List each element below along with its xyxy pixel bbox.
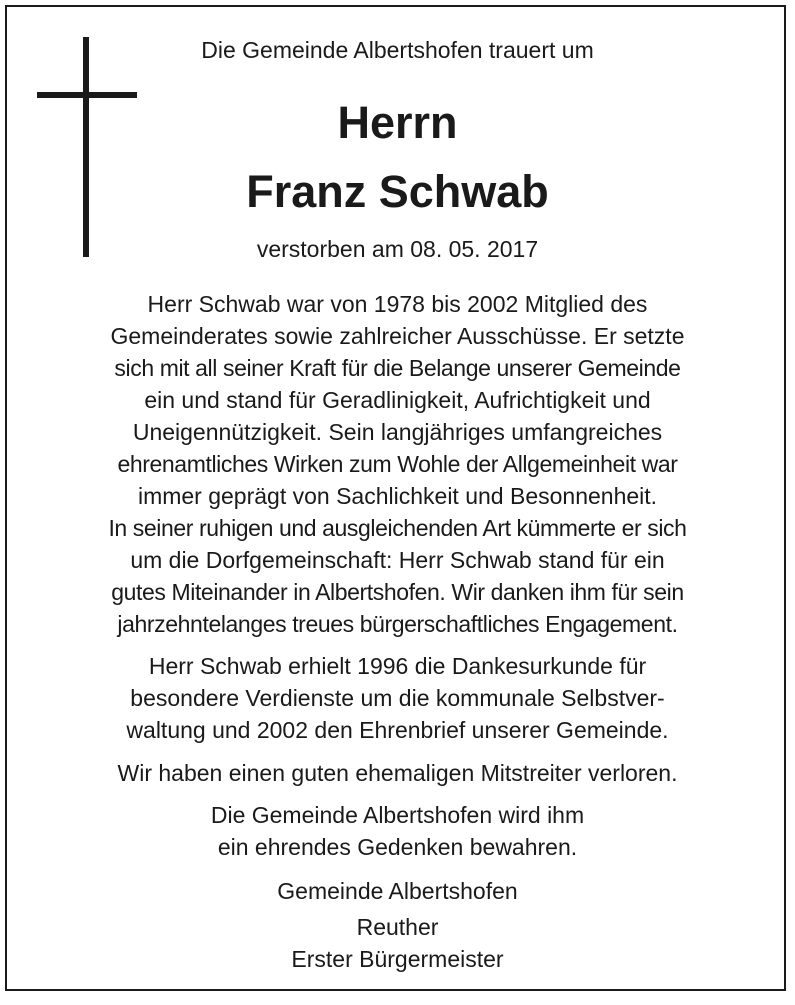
paragraph-1-line: Herr Schwab war von 1978 bis 2002 Mitglied des — [147, 291, 648, 317]
paragraph-1-line: ehrenamtliches Wirken zum Wohle der Allgemeinheit war — [117, 451, 678, 477]
paragraph-1-line: um die Dorfgemeinschaft: Herr Schwab stand für ein — [130, 547, 665, 573]
paragraph-2-line: waltung und 2002 den Ehrenbrief unserer Gemeinde. — [126, 717, 669, 743]
paragraph-2-line: Herr Schwab erhielt 1996 die Dankesurkunde für — [148, 653, 647, 679]
paragraph-1-line: immer geprägt von Sachlichkeit und Besonnenheit. — [137, 483, 658, 509]
paragraph-2-line: besondere Verdienste um die kommunale Selbstver- — [130, 685, 665, 711]
paragraph-4-line: Die Gemeinde Albertshofen wird ihm — [210, 802, 585, 828]
intro-line: Die Gemeinde Albertshofen trauert um — [201, 37, 594, 63]
obituary-notice — [5, 5, 786, 991]
paragraph-1-line: Uneigennützigkeit. Sein langjähriges umfangreiches — [132, 419, 663, 445]
paragraph-1-line: gutes Miteinander in Albertshofen. Wir danken ihm für sein — [111, 579, 684, 605]
paragraph-1-line: Gemeinderates sowie zahlreicher Ausschüsse. Er setzte — [110, 323, 685, 349]
signature-organization: Gemeinde Albertshofen — [277, 878, 518, 904]
paragraph-1-line: jahrzehntelanges treues bürgerschaftliches Engagement. — [117, 611, 678, 637]
cross-vertical-bar — [83, 37, 89, 257]
paragraph-1-line: sich mit all seiner Kraft für die Belange unserer Gemeinde — [114, 355, 681, 381]
paragraph-3-line: Wir haben einen guten ehemaligen Mitstreiter verloren. — [117, 760, 678, 786]
salutation: Herrn — [337, 97, 458, 148]
deceased-name: Franz Schwab — [246, 166, 549, 217]
paragraph-1-line: In seiner ruhigen und ausgleichenden Art kümmerte er sich — [108, 515, 687, 541]
cross-icon — [37, 37, 137, 257]
cross-horizontal-bar — [37, 92, 137, 98]
paragraph-1-line: ein und stand für Geradlinigkeit, Aufrichtigkeit und — [144, 387, 651, 413]
date-of-death: verstorben am 08. 05. 2017 — [256, 236, 539, 262]
signature-title: Erster Bürgermeister — [291, 946, 504, 972]
paragraph-4-line: ein ehrendes Gedenken bewahren. — [217, 834, 578, 860]
signature-signer: Reuther — [356, 914, 439, 940]
